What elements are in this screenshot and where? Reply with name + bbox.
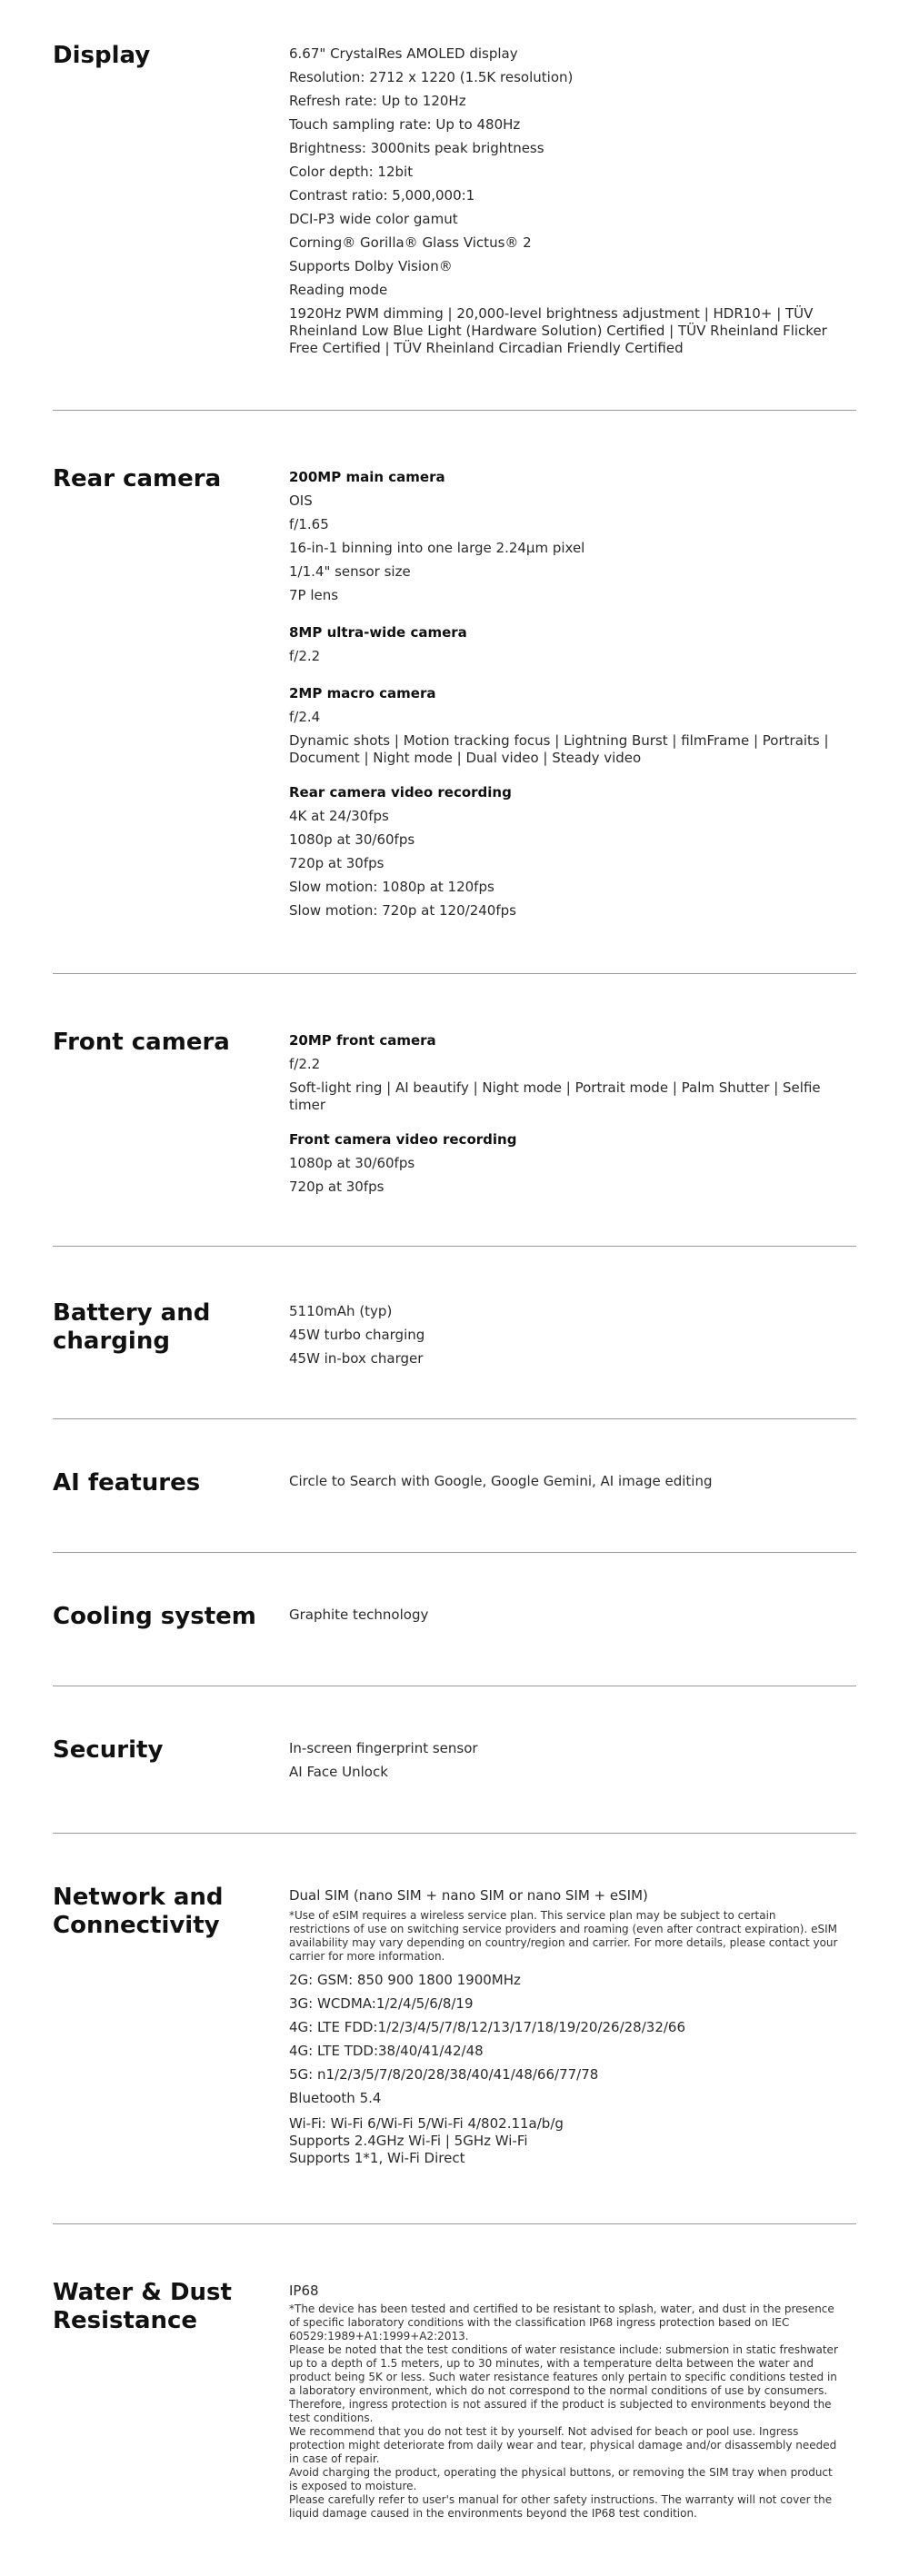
spec-line: OIS (289, 492, 313, 509)
spec-line: 5110mAh (typ) (289, 1303, 393, 1319)
section-cooling (53, 1553, 856, 1686)
spec-line-modes: Soft-light ring | AI beautify | Night mode | Portrait mode | Palm Shutter | Selfie timer (289, 1079, 821, 1113)
water-resistance-notes (289, 2302, 838, 2521)
spec-line: 4G: LTE FDD:1/2/3/4/5/7/8/12/13/17/18/19/20/26/28/32/66 (289, 2019, 686, 2035)
section-body-front-camera (289, 1029, 856, 1246)
section-body-security (289, 1736, 856, 1833)
spec-line: Circle to Search with Google, Google Gemini, AI image editing (289, 1473, 713, 1489)
spec-line: Slow motion: 720p at 120/240fps (289, 902, 516, 919)
spec-line: 45W turbo charging (289, 1327, 425, 1343)
section-title-battery: Battery and charging (53, 1299, 211, 1355)
spec-line: 6.67" CrystalRes AMOLED display (289, 45, 518, 62)
spec-line: Supports Dolby Vision® (289, 258, 453, 274)
section-security (53, 1686, 856, 1834)
spec-line: In-screen fingerprint sensor (289, 1740, 478, 1756)
section-title-front-camera: Front camera (53, 1029, 230, 1056)
spec-line: 2G: GSM: 850 900 1800 1900MHz (289, 1972, 521, 1988)
note-paragraph: Please be noted that the test conditions of water resistance include: submersion in static freshwater up to a depth of 1.5 meters, up to 30 minutes, with a temperature delta between the water and product being 5K or less. Such water resistance features only pertain to specific conditions tested in a laboratory environment, which do not correspond to the normal conditions of use by consumers. (289, 2343, 838, 2397)
section-display (53, 0, 856, 411)
spec-line: Color depth: 12bit (289, 164, 414, 180)
spec-line-extra: 1920Hz PWM dimming | 20,000-level brightness adjustment | HDR10+ | TÜV Rheinland Low Blue Light (Hardware Solution) Certified | TÜV Rheinland Flicker Free Certified | TÜV Rheinland Circadian Friendly Certified (289, 305, 827, 356)
spec-line: Contrast ratio: 5,000,000:1 (289, 187, 475, 204)
spec-line: 1080p at 30/60fps (289, 831, 415, 848)
spec-line: 4K at 24/30fps (289, 808, 389, 824)
subheading-main-camera: 200MP main camera (289, 469, 445, 485)
spec-line: Touch sampling rate: Up to 480Hz (289, 116, 521, 133)
note-paragraph: Please carefully refer to user's manual for other safety instructions. The warranty will not cover the liquid damage caused in the environments beyond the IP68 test condition. (289, 2493, 833, 2520)
spec-line: Reading mode (289, 282, 388, 298)
section-body-ai-features (289, 1469, 856, 1552)
section-body-rear-camera (289, 465, 856, 973)
spec-line: Supports 2.4GHz Wi-Fi | 5GHz Wi-Fi (289, 2133, 528, 2149)
note-paragraph: Avoid charging the product, operating the physical buttons, or removing the SIM tray when product is exposed to moisture. (289, 2466, 833, 2492)
section-title-cooling: Cooling system (53, 1603, 256, 1630)
section-body-cooling (289, 1603, 856, 1686)
subheading-rear-video: Rear camera video recording (289, 784, 512, 801)
subheading-macro-camera: 2MP macro camera (289, 685, 436, 701)
spec-line: 1080p at 30/60fps (289, 1155, 415, 1171)
section-title-rear-camera: Rear camera (53, 465, 222, 492)
spec-line: Graphite technology (289, 1606, 429, 1623)
spec-line: f/1.65 (289, 516, 329, 532)
spec-line: 4G: LTE TDD:38/40/41/42/48 (289, 2043, 484, 2059)
spec-line: Corning® Gorilla® Glass Victus® 2 (289, 234, 532, 251)
section-water-dust (53, 2224, 856, 2576)
note-paragraph: We recommend that you do not test it by yourself. Not advised for beach or pool use. Ingress protection might deteriorate from daily wear and tear, physical damage and/or disassembly needed in case of repair. (289, 2425, 837, 2465)
section-title-ai-features: AI features (53, 1469, 201, 1497)
spec-line: DCI-P3 wide color gamut (289, 211, 458, 227)
section-title-network: Network and Connectivity (53, 1884, 224, 1939)
spec-line-rating: IP68 (289, 2283, 319, 2299)
esim-footnote: *Use of eSIM requires a wireless service plan. This service plan may be subject to certain restrictions of use on switching service providers and roaming (even after contract expiration). eSIM availability may vary depending on country/region and carrier. For more details, please contact your carrier for more information. (289, 1909, 838, 1963)
spec-line: Brightness: 3000nits peak brightness (289, 140, 544, 156)
section-battery (53, 1247, 856, 1419)
note-paragraph: *The device has been tested and certified to be resistant to splash, water, and dust in the presence of specific laboratory conditions with the classification IP68 ingress protection based on IEC 60529:1989+A1:1999+A2:2013. (289, 2302, 834, 2342)
spec-line: Dual SIM (nano SIM + nano SIM or nano SIM + eSIM) (289, 1887, 648, 1904)
spec-line: Bluetooth 5.4 (289, 2090, 382, 2106)
section-front-camera (53, 974, 856, 1247)
spec-line: Slow motion: 1080p at 120fps (289, 879, 494, 895)
wifi-specs (289, 2115, 838, 2167)
spec-line: 45W in-box charger (289, 1350, 424, 1367)
spec-line: Refresh rate: Up to 120Hz (289, 93, 466, 109)
spec-line: Supports 1*1, Wi-Fi Direct (289, 2150, 465, 2166)
spec-line: 16-in-1 binning into one large 2.24μm pixel (289, 540, 585, 556)
spec-line-modes: Dynamic shots | Motion tracking focus | Lightning Burst | filmFrame | Portraits | Document | Night mode | Dual video | Steady video (289, 732, 829, 766)
section-network (53, 1834, 856, 2224)
spec-line: 720p at 30fps (289, 1179, 385, 1195)
spec-line: Resolution: 2712 x 1220 (1.5K resolution) (289, 69, 574, 85)
note-paragraph: Therefore, ingress protection is not assured if the product is subjected to environments beyond the test conditions. (289, 2398, 832, 2424)
subheading-front-camera: 20MP front camera (289, 1032, 436, 1049)
spec-line: f/2.2 (289, 1056, 321, 1072)
spec-line: 720p at 30fps (289, 855, 385, 871)
subheading-front-video: Front camera video recording (289, 1131, 517, 1148)
section-rear-camera (53, 411, 856, 974)
spec-line: f/2.2 (289, 648, 321, 664)
section-body-water-dust (289, 2279, 856, 2576)
spec-line: 5G: n1/2/3/5/7/8/20/28/38/40/41/48/66/77/78 (289, 2066, 599, 2083)
spec-line: Wi-Fi: Wi-Fi 6/Wi-Fi 5/Wi-Fi 4/802.11a/b/g (289, 2115, 564, 2132)
subheading-ultrawide-camera: 8MP ultra-wide camera (289, 624, 467, 641)
spec-line: f/2.4 (289, 709, 321, 725)
section-title-security: Security (53, 1736, 164, 1764)
section-body-network (289, 1884, 856, 2223)
section-body-display (289, 42, 856, 410)
spec-line: AI Face Unlock (289, 1764, 388, 1780)
spec-line: 3G: WCDMA:1/2/4/5/6/8/19 (289, 1995, 474, 2012)
spec-line: 1/1.4" sensor size (289, 563, 411, 580)
section-title-water-dust: Water & Dust Resistance (53, 2279, 232, 2334)
section-ai-features (53, 1419, 856, 1553)
section-body-battery (289, 1299, 856, 1418)
spec-line: 7P lens (289, 587, 339, 603)
section-title-display: Display (53, 42, 151, 69)
